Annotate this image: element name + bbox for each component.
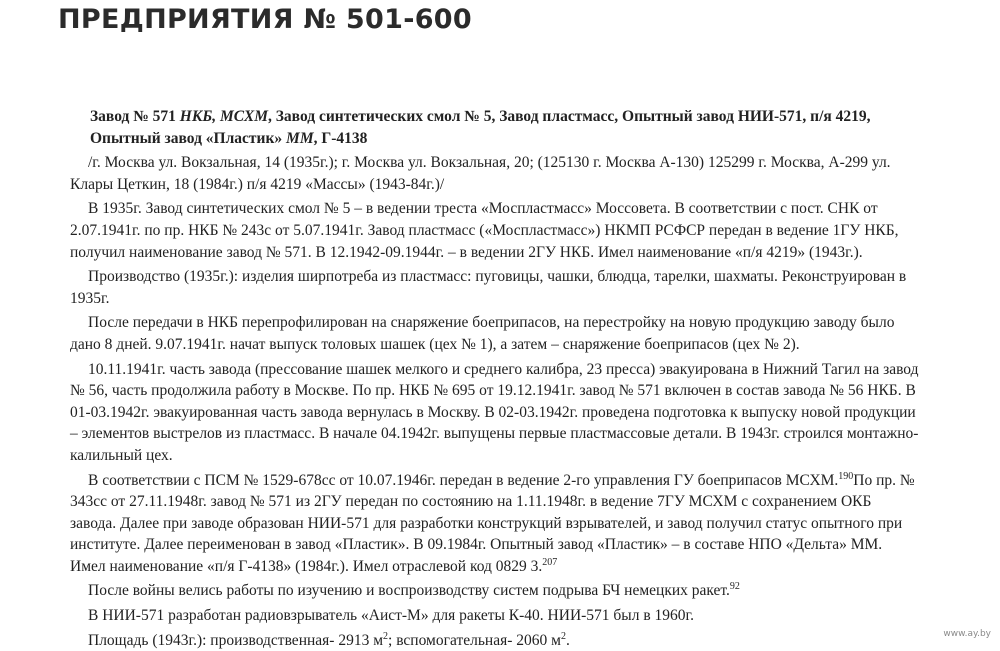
production-paragraph: Производство (1935г.): изделия ширпотреба из пластмасс: пуговицы, чашки, блюдца, тарелки, шахматы. Реконструирован в 1935г. — [70, 268, 907, 307]
history-paragraph-1: В 1935г. Завод синтетических смол № 5 – в ведении треста «Моспластмасс» Моссовета. В соответствии с пост. СНК от 2.07.1941г. по пр. НКБ № 243с от 5.07.1941г. Завод пластмасс («Моспластмасс») НКМП РСФСР передан в ведение 1ГУ НКБ, получил наименование завод № 571. В 12.1942-09.1944г. – в ведении 2ГУ НКБ. Имел наименование «п/я 4219» (1943г.). — [70, 200, 899, 261]
page-title: ПРЕДПРИЯТИЯ № 501-600 — [58, 4, 472, 35]
postwar-paragraph: В соответствии с ПСМ № 1529-678сс от 10.07.1946г. передан в ведение 2-го управления ГУ боеприпасов МСХМ.$^{190}$По пр. № 343сс от 27.11.1948г. завод № 571 из 2ГУ передан по состоянию на 1.11.1948г. в ведение 7ГУ МСХМ с сохранением ОКБ завода. Далее при заводе образован НИИ-571 для разработки конструкций взрывателей, и завод получил статус опытного при институте. Далее переименован в завод «Пластик». В 09.1984г. Опытный завод «Пластик» – в составе НПО «Дельта» ММ. Имел наименование «п/я Г-4138» (1984г.). Имел отраслевой код 0829 3.$^{207}$ — [70, 470, 915, 575]
entry-heading: Завод № 571 НКБ, МСХМ, Завод синтетических смол № 5, Завод пластмасс, Опытный завод НИИ-571, п/я 4219, Опытный завод «Пластик» ММ, Г-4138 — [90, 108, 871, 147]
address-paragraph: /г. Москва ул. Вокзальная, 14 (1935г.); г. Москва ул. Вокзальная, 20; (125130 г. Москва А-130) 125299 г. Москва, А-299 ул. Клары Цеткин, 18 (1984г.) п/я 4219 «Массы» (1943-84г.)/ — [70, 154, 891, 193]
evacuation-paragraph: 10.11.1941г. часть завода (прессование шашек мелкого и среднего калибра, 23 пресса) эвакуирована в Нижний Тагил на завод № 56, часть продолжила работу в Москве. По пр. НКБ № 695 от 19.12.1941г. завод № 571 включен в состав завода № 56 НКБ. В 01-03.1942г. эвакуированная часть завода вернулась в Москву. В 02-03.1942г. проведена подготовка к выпуску новой продукции – элементов выстрелов из пластмасс. В начале 04.1942г. выпущены первые пластмассовые детали. В 1943г. строился монтажно-калильный цех. — [70, 360, 919, 464]
footnote-ref: 190 — [838, 470, 854, 482]
radio-fuse-paragraph: В НИИ-571 разработан радиовзрыватель «Аист-М» для ракеты К-40. НИИ-571 был в 1960г. — [88, 607, 695, 625]
footnote-ref: 207 — [542, 556, 558, 568]
superscript: 2 — [560, 630, 566, 642]
research-paragraph: После войны велись работы по изучению и воспроизводству систем подрыва БЧ немецких ракет.$^{92}$ — [88, 581, 740, 600]
footnote-ref: 92 — [729, 581, 740, 593]
history-paragraph-2: После передачи в НКБ перепрофилирован на снаряжение боеприпасов, на перестройку на новую продукцию заводу было дано 8 дней. 9.07.1941г. начат выпуск толовых шашек (цех № 1), а затем – снаряжение боеприпасов (цех № 2). — [70, 314, 895, 353]
area-paragraph: Площадь (1943г.): производственная- 2913 $м^2$; вспомогательная- 2060 $м^2$. — [88, 630, 570, 649]
document-body — [70, 106, 920, 651]
watermark: www.ay.by — [943, 629, 991, 639]
superscript: 2 — [383, 630, 389, 642]
